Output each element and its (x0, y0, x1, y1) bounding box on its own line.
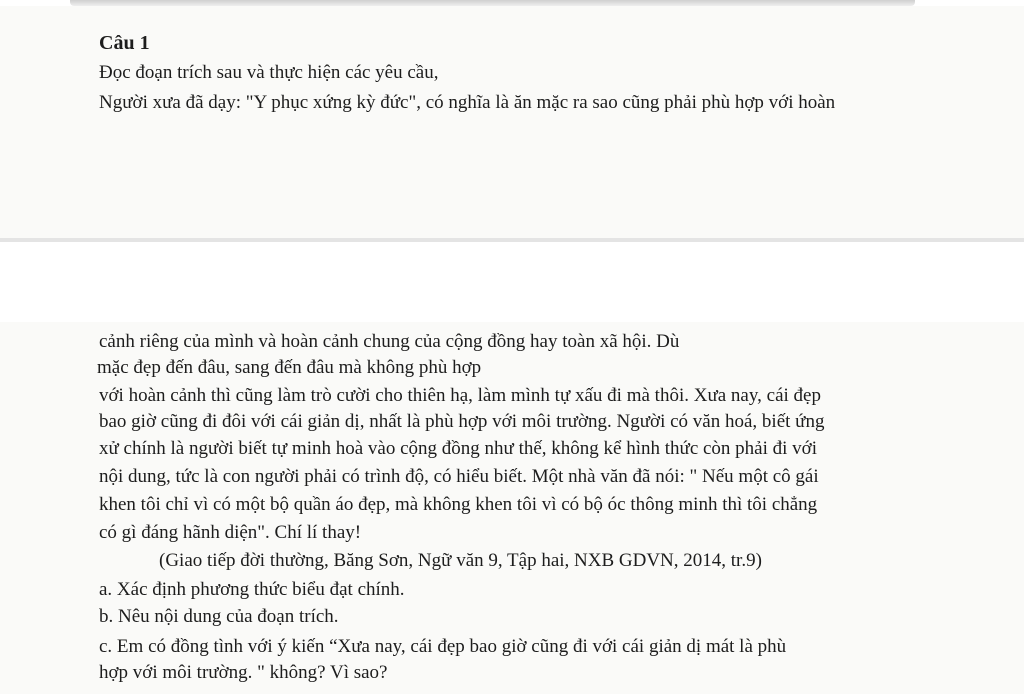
photo-top-section (0, 6, 1024, 238)
question-c-continued: hợp với môi trường. " không? Vì sao? (99, 662, 388, 683)
blank-gap (0, 242, 1024, 322)
passage-line: bao giờ cũng đi đôi với cái giản dị, nhất là phù hợp với môi trường. Người có văn hoá, biết ứng (99, 411, 825, 432)
instruction-line: Đọc đoạn trích sau và thực hiện các yêu cầu, (99, 62, 439, 83)
passage-line: cảnh riêng của mình và hoàn cảnh chung của cộng đồng hay toàn xã hội. Dù (99, 331, 680, 352)
passage-line: có gì đáng hãnh diện". Chí lí thay! (99, 522, 362, 543)
passage-line: khen tôi chỉ vì có một bộ quần áo đẹp, mà không khen tôi vì có bộ óc thông minh thì tôi chẳng (99, 494, 818, 515)
source-citation: (Giao tiếp đời thường, Băng Sơn, Ngữ văn 9, Tập hai, NXB GDVN, 2014, tr.9) (159, 550, 762, 571)
question-c: c. Em có đồng tình với ý kiến “Xưa nay, cái đẹp bao giờ cũng đi với cái giản dị mát là phù (99, 636, 787, 657)
question-a: a. Xác định phương thức biểu đạt chính. (99, 579, 405, 600)
passage-line-top: Người xưa đã dạy: "Y phục xứng kỳ đức", có nghĩa là ăn mặc ra sao cũng phải phù hợp với hoàn (99, 92, 836, 113)
passage-line: mặc đẹp đến đâu, sang đến đâu mà không phù hợp (97, 357, 482, 378)
question-heading: Câu 1 (99, 32, 150, 54)
question-b: b. Nêu nội dung của đoạn trích. (99, 606, 339, 627)
passage-line: với hoàn cảnh thì cũng làm trò cười cho thiên hạ, làm mình tự xấu đi mà thôi. Xưa nay, cái đẹp (99, 385, 821, 406)
passage-line: nội dung, tức là con người phải có trình độ, có hiểu biết. Một nhà văn đã nói: " Nếu một cô gái (99, 466, 819, 487)
passage-line: xử chính là người biết tự minh hoà vào cộng đồng như thế, không kể hình thức còn phải đi với (99, 438, 818, 459)
